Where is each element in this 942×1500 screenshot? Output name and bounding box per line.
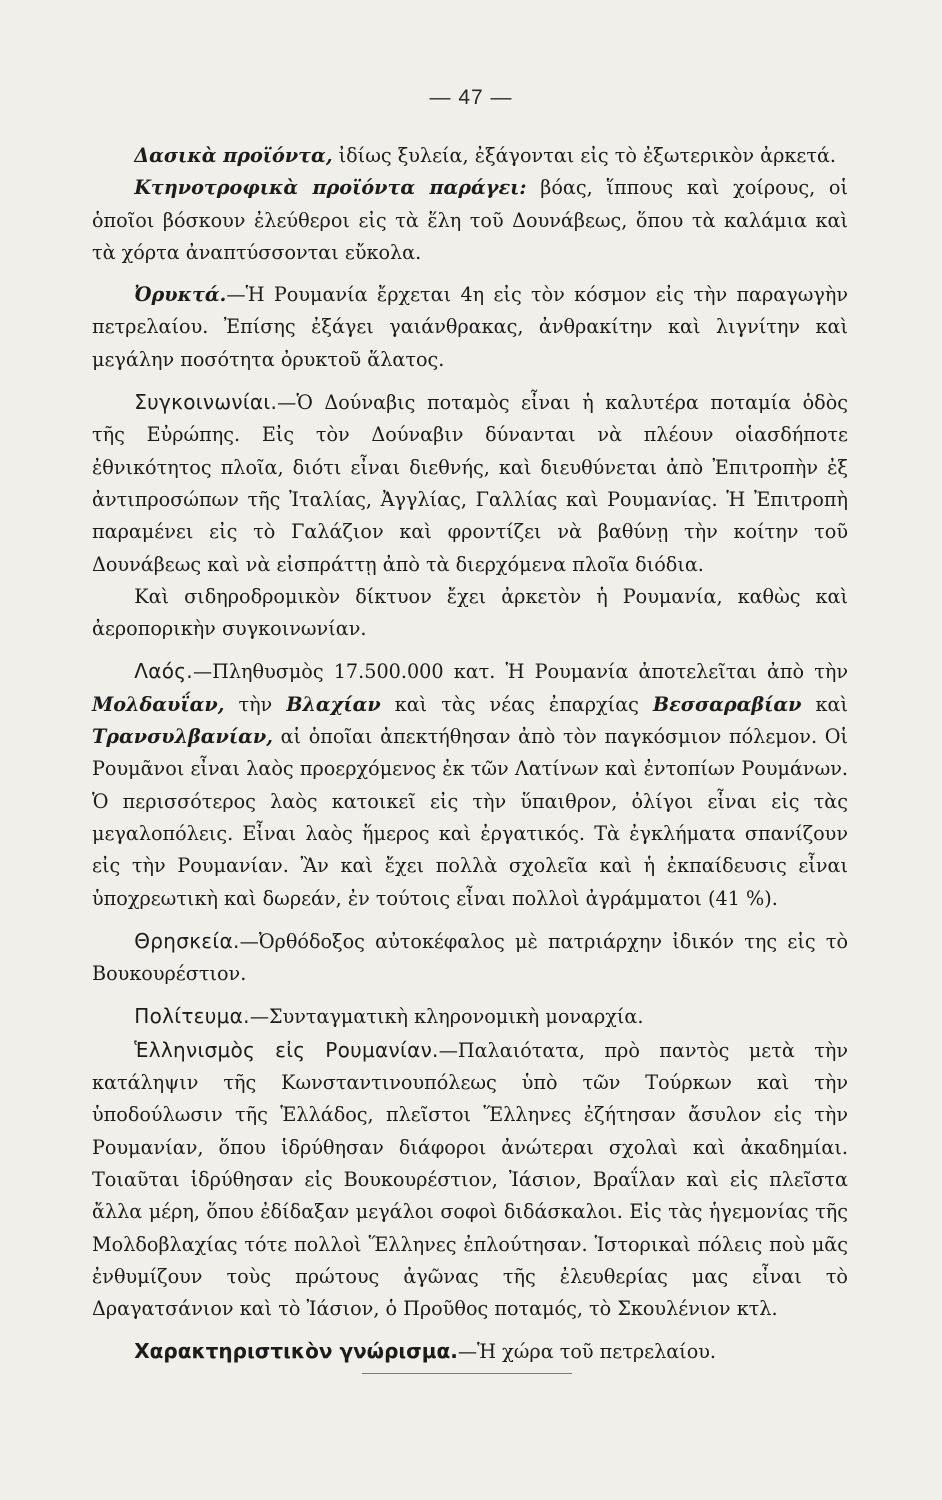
paragraph-text: καὶ τὰς νέας ἐπαρχίας	[380, 692, 653, 716]
paragraph-characteristic	[92, 1335, 848, 1368]
term-moldavia: Μολδαυΐαν,	[92, 692, 225, 716]
paragraph-text: βόας, ἵππους καὶ χοίρους, οἱ ὁποῖοι βόσκουν ἐλεύθεροι εἰς τὰ ἕλη τοῦ Δουνάβεως, ὅπου τὰ καλάμια καὶ τὰ χόρτα ἀναπτύσσονται εὔκολα.	[92, 176, 848, 264]
paragraph-text: —Ὀρθόδοξος αὐτοκέφαλος μὲ πατριάρχην ἰδικόν της εἰς τὸ Βουκουρέστιον.	[92, 929, 848, 986]
heading-people: Λαός.	[134, 659, 193, 684]
paragraph-government	[92, 1000, 848, 1033]
paragraph-text: αἱ ὁποῖαι ἀπεκτήθησαν ἀπὸ τὸν παγκόσμιον πόλεμον. Οἱ Ρουμᾶνοι εἶναι λαὸς προερχόμενος ἐκ τῶν Λατίνων καὶ ἐντοπίων Ρουμάνων. Ὁ περισσότερος λαὸς κατοικεῖ εἰς τὴν ὕπαιθρον, ὀλίγοι εἶναι εἰς τὰς μεγαλοπόλεις. Εἶναι λαὸς ἥμερος καὶ ἐργατικός. Τὰ ἐγκλήματα σπανίζουν εἰς τὴν Ρουμανίαν. Ἂν καὶ ἔχει πολλὰ σχολεῖα καὶ ἡ ἐκπαίδευσις εἶναι ὑποχρεωτικὴ καὶ δωρεάν, ἐν τούτοις εἶναι πολλοὶ ἀγράμματοι (41 %).	[92, 725, 848, 910]
paragraph-text: —Ὁ Δούναβις ποταμὸς εἶναι ἡ καλυτέρα ποταμία ὁδὸς τῆς Εὐρώπης. Εἰς τὸν Δούναβιν δύνανται νὰ πλέουν οἱασδήποτε ἐθνικότητος πλοῖα, διότι εἶναι διεθνής, καὶ διευθύνεται ἀπὸ Ἐπιτροπὴν ἐξ ἀντιπροσώπων τῆς Ἰταλίας, Ἀγγλίας, Γαλλίας καὶ Ρουμανίας. Ἡ Ἐπιτροπὴ παραμένει εἰς τὸ Γαλάζιον καὶ φροντίζει νὰ βαθύνῃ τὴν κοίτην τοῦ Δουνάβεως καὶ νὰ εἰσπράττῃ ἀπὸ τὰ διερχόμενα πλοῖα διόδια.	[92, 391, 848, 576]
paragraph-text: καὶ	[801, 692, 848, 716]
paragraph-text: —Ἡ Ρουμανία ἔρχεται 4η εἰς τὸν κόσμον εἰς τὴν παραγωγὴν πετρελαίου. Ἐπίσης ἐξάγει γαιάνθρακας, ἀνθρακίτην καὶ λιγνίτην καὶ μεγάλην ποσότητα ὀρυκτοῦ ἅλατος.	[92, 283, 848, 371]
paragraph-text: —Συνταγματικὴ κληρονομικὴ μοναρχία.	[249, 1005, 644, 1029]
heading-minerals: Ὀρυκτά.	[134, 283, 227, 307]
paragraph-text: Καὶ σιδηροδρομικὸν δίκτυον ἔχει ἀρκετὸν ἡ Ρουμανία, καθὼς καὶ ἀεροπορικὴν συγκοινωνίαν.	[92, 584, 848, 641]
heading-forest-products: Δασικὰ προϊόντα,	[134, 144, 333, 167]
paragraph-text: —Πληθυσμὸς 17.500.000 κατ. Ἡ Ρουμανία ἀποτελεῖται ἀπὸ τὴν	[192, 660, 848, 684]
paragraph-railways	[92, 581, 848, 646]
term-wallachia: Βλαχίαν	[286, 692, 381, 716]
heading-hellenism: Ἑλληνισμὸς εἰς Ρουμανίαν.	[134, 1037, 439, 1062]
paragraph-hellenism	[92, 1034, 848, 1326]
paragraph-forest-products	[92, 140, 848, 172]
paragraph-communications	[92, 386, 848, 581]
page-number: — 47 —	[429, 86, 513, 109]
page-body	[92, 140, 848, 1369]
heading-communications: Συγκοινωνίαι.	[134, 390, 278, 415]
paragraph-text: —Ἡ χώρα τοῦ πετρελαίου.	[457, 1340, 717, 1364]
paragraph-religion	[92, 925, 848, 991]
paragraph-minerals	[92, 279, 848, 376]
heading-livestock-products: Κτηνοτροφικὰ προϊόντα παράγει:	[134, 176, 527, 200]
heading-government: Πολίτευμα.	[134, 1004, 250, 1029]
term-transylvania: Τρανσυλβανίαν,	[92, 725, 273, 749]
end-rule-divider	[362, 1373, 572, 1374]
heading-religion: Θρησκεία.	[134, 928, 240, 953]
heading-characteristic: Χαρακτηριστικὸν γνώρισμα.	[134, 1339, 458, 1364]
paragraph-text: —Παλαιότατα, πρὸ παντὸς μετὰ τὴν κατάληψιν τῆς Κωνσταντινουπόλεως ὑπὸ τῶν Τούρκων καὶ τὴν ὑποδούλωσιν τῆς Ἑλλάδος, πλεῖστοι Ἕλληνες ἐζήτησαν ἄσυλον εἰς τὴν Ρουμανίαν, ὅπου ἱδρύθησαν διάφοροι ἀνώτεραι σχολαὶ καὶ ἀκαδημίαι. Τοιαῦται ἱδρύθησαν εἰς Βουκουρέστιον, Ἰάσιον, Βραΐλαν καὶ εἰς πλεῖστα ἄλλα μέρη, ὅπου ἐδίδαξαν μεγάλοι σοφοὶ διδάσκαλοι. Εἰς τὰς ἡγεμονίας τῆς Μολδοβλαχίας τότε πολλοὶ Ἕλληνες ἐπλούτησαν. Ἱστορικαὶ πόλεις ποὺ μᾶς ἐνθυμίζουν τοὺς πρώτους ἀγῶνας τῆς ἐλευθερίας μας εἶναι τὸ Δραγατσάνιον καὶ τὸ Ἰάσιον, ὁ Προῦθος ποταμός, τὸ Σκουλένιον κτλ.	[92, 1038, 848, 1321]
term-bessarabia: Βεσσαραβίαν	[652, 692, 802, 716]
paragraph-text: τὴν	[224, 692, 287, 716]
paragraph-text: ἰδίως ξυλεία, ἐξάγονται εἰς τὸ ἐξωτερικὸν ἀρκετά.	[332, 144, 836, 167]
paragraph-livestock-products	[92, 172, 848, 269]
paragraph-people	[92, 655, 848, 914]
